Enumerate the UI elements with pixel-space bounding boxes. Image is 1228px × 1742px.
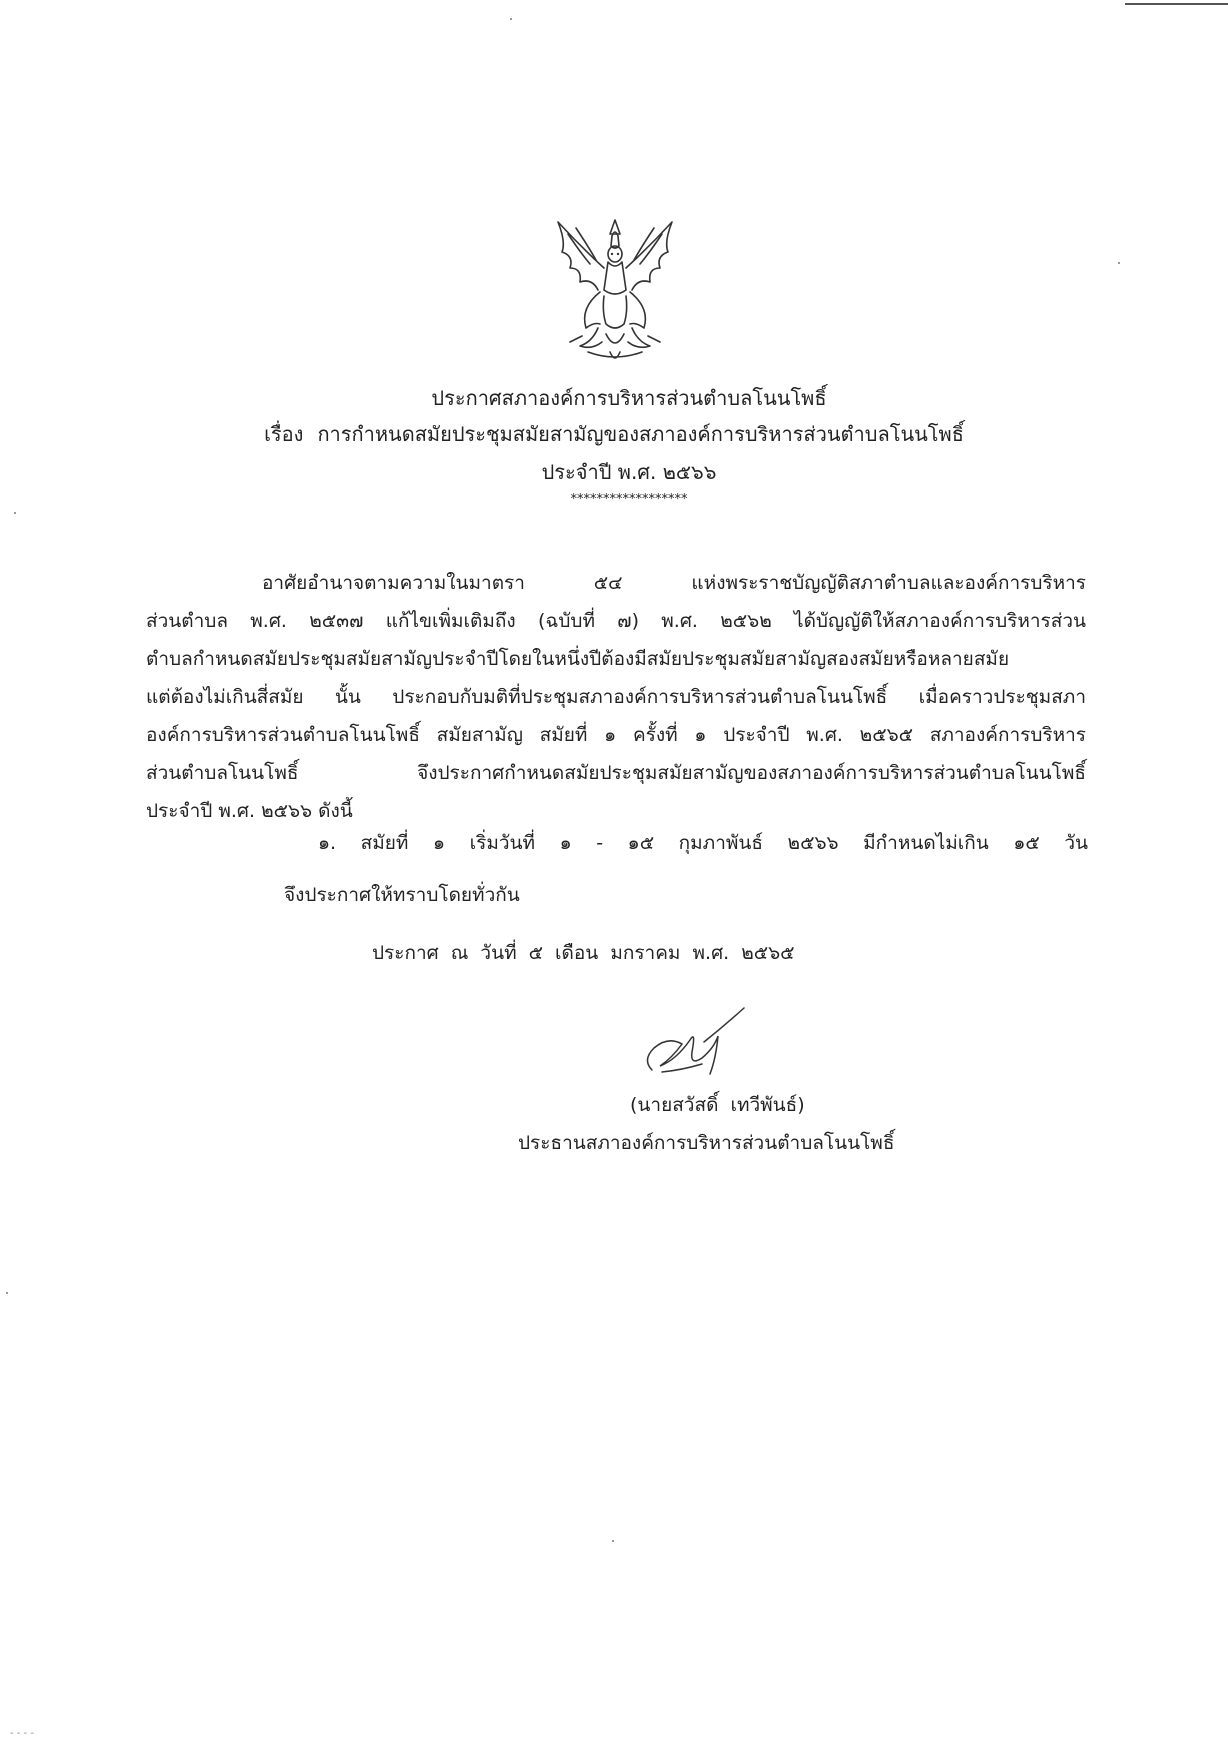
announcement-year: ประจำปี พ.ศ. ๒๕๖๖ [541, 460, 717, 484]
handwritten-signature-icon [632, 1000, 772, 1100]
body-line: แต่ต้องไม่เกินสี่สมัย นั้น ประกอบกับมติที่ประชุมสภาองค์การบริหารส่วนตำบลโนนโพธิ์ เมื่อคราวประชุมสภา [146, 686, 1086, 708]
body-line: ตำบลกำหนดสมัยประชุมสมัยสามัญประจำปีโดยในหนึ่งปีต้องมีสมัยประชุมสมัยสามัญสองสมัยหรือหลายสมัย [146, 648, 1010, 670]
body-paragraph [146, 564, 1086, 830]
body-line: ส่วนตำบลโนนโพธิ์ จึงประกาศกำหนดสมัยประชุมสมัยสามัญของสภาองค์การบริหารส่วนตำบลโนนโพธิ์ [146, 762, 1086, 784]
separator-asterisks: ****************** [570, 492, 688, 507]
scan-artifact-line [1125, 3, 1228, 5]
scan-speck [510, 18, 512, 20]
scan-speck [1118, 262, 1120, 264]
garuda-emblem-icon [540, 212, 690, 372]
session-item: ๑. สมัยที่ ๑ เริ่มวันที่ ๑ - ๑๕ กุมภาพันธ์ ๒๕๖๖ มีกำหนดไม่เกิน ๑๕ วัน [318, 832, 1088, 854]
signer-name: (นายสวัสดิ์ เทวีพันธ์) [630, 1094, 805, 1116]
subject-label: เรื่อง [264, 422, 304, 446]
announcement-subject-line [0, 418, 1228, 450]
announcement-date: ประกาศ ณ วันที่ ๕ เดือน มกราคม พ.ศ. ๒๕๖๕ [372, 942, 795, 964]
footer-mark: - - - - [10, 1728, 34, 1739]
body-line: อาศัยอำนาจตามความในมาตรา ๕๔ แห่งพระราชบัญญัติสภาตำบลและองค์การบริหาร [262, 572, 1086, 594]
signer-position: ประธานสภาองค์การบริหารส่วนตำบลโนนโพธิ์ [518, 1132, 895, 1154]
subject-text: การกำหนดสมัยประชุมสมัยสามัญของสภาองค์การบริหารส่วนตำบลโนนโพธิ์ [317, 422, 964, 446]
body-line: องค์การบริหารส่วนตำบลโนนโพธิ์ สมัยสามัญ สมัยที่ ๑ ครั้งที่ ๑ ประจำปี พ.ศ. ๒๕๖๕ สภาองค์การบริหาร [146, 724, 1086, 746]
announcement-title: ประกาศสภาองค์การบริหารส่วนตำบลโนนโพธิ์ [431, 386, 827, 410]
body-line: ประจำปี พ.ศ. ๒๕๖๖ ดังนี้ [146, 800, 353, 822]
body-line: ส่วนตำบล พ.ศ. ๒๕๓๗ แก้ไขเพิ่มเติมถึง (ฉบับที่ ๗) พ.ศ. ๒๕๖๒ ได้บัญญัติให้สภาองค์การบริหารส่วน [146, 610, 1086, 632]
closing-statement: จึงประกาศให้ทราบโดยทั่วกัน [284, 884, 520, 906]
scan-speck [14, 512, 16, 514]
scan-speck [612, 1540, 614, 1542]
scan-speck [6, 1292, 8, 1294]
